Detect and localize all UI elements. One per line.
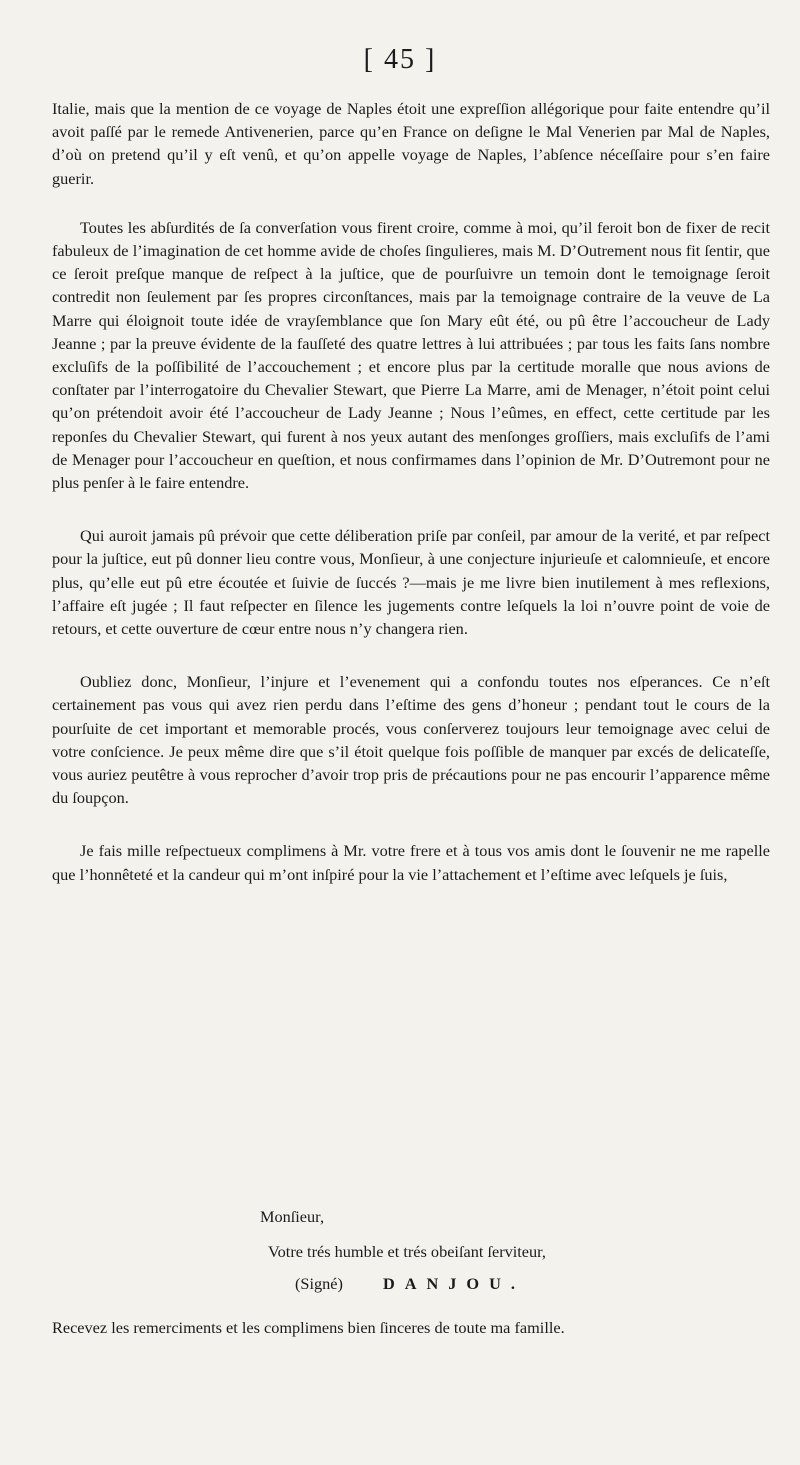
- signature-label: (Signé): [295, 1274, 343, 1293]
- paragraph-2: Toutes les abſurdités de ſa converſation vous firent croire, comme à moi, qu’il feroit bon de fixer de recit fabuleux de l’imagination de cet homme avide de choſes ſingulieres, mais M. D’Outrement nous fit ſentir, que ce ſeroit preſque manque de reſpect à la juſtice, que de pourſuivre un temoin dont le temoignage ſeroit contredit non ſeulement par ſes propres circonſtances, mais par la temoignage contraire de la veuve de La Marre qui éloignoit toute idée de vrayſemblance que ſon Mary eût été, ou pû être l’accoucheur de Lady Jeanne ; par la preuve évidente de la fauſſeté des quatre lettres à lui attribuées ; par tous les faits ſans nombre excluſifs de la poſſibilité de l’accouchement ; et encore plus par la certitude moralle que nous avions de conſtater par l’interrogatoire du Chevalier Stewart, que Pierre La Marre, ami de Menager, n’étoit point celui qu’on prétendoit avoir été l’accoucheur de Lady Jeanne ; Nous l’eûmes, en effect, cette certitude par les reponſes du Chevalier Stewart, qui furent à nos yeux autant des menſonges groſſiers, mais excluſifs de l’ami de Menager pour l’accoucheur en queſtion, et nous confirmames dans l’opinion de Mr. D’Outremont pour ne plus penſer à le faire entendre.: [52, 217, 770, 493]
- paragraph-4: Oubliez donc, Monſieur, l’injure et l’evenement qui a confondu toutes nos eſperances. Ce n’eſt certainement pas vous qui avez rien perdu dans l’eſtime des gens d’honeur ; pendant tout le cours de la pourſuite de cet important et memorable procés, vous conſerverez toujours leur temoignage avec celui de votre conſcience. Je peux même dire que s’il étoit quelque fois poſſible de manquer par excés de delicateſſe, vous auriez peutêtre à vous reprocher d’avoir trop pris de précautions pour ne pas encourir l’apparence même du ſoupçon.: [52, 672, 770, 808]
- signature: [295, 1272, 525, 1295]
- paragraph-1: Italie, mais que la mention de ce voyage de Naples étoit une expreſſion allégorique pour faite entendre qu’il avoit paſſé par le remede Antivenerien, parce qu’en France on deſigne le Mal Venerien par Mal de Naples, d’où on pretend qu’il y eſt venû, et qu’on appelle voyage de Naples, l’abſence néceſſaire pour s’en faire guerir.: [52, 99, 770, 188]
- letter-body: [52, 97, 770, 916]
- paragraph-3: Qui auroit jamais pû prévoir que cette déliberation priſe par conſeil, par amour de la verité, et par reſpect pour la juſtice, eut pû donner lieu contre vous, Monſieur, à une conjecture injurieuſe et calomnieuſe, et encore plus, qu’elle eut pû etre écoutée et ſuivie de ſuccés ?—mais je me livre bien inutilement à mes reflexions, l’affaire eſt jugée ; Il faut reſpecter en ſilence les jugements contre leſquels la loi n’ouvre point de voie de retours, et cette ouverture de cœur entre nous n’y changera rien.: [52, 526, 770, 639]
- postscript: Recevez les remerciments et les complimens bien ſinceres de toute ma famille.: [52, 1318, 565, 1337]
- salutation: Monſieur,: [260, 1207, 325, 1226]
- paragraph-5: Je fais mille reſpectueux complimens à Mr. votre frere et à tous vos amis dont le ſouvenir ne me rapelle que l’honnêteté et la candeur qui m’ont inſpiré pour la vie l’attachement et l’eſtime avec leſquels je ſuis,: [52, 841, 770, 884]
- valediction: Votre trés humble et trés obeiſant ſerviteur,: [268, 1242, 547, 1261]
- signature-name: DANJOU.: [383, 1274, 525, 1293]
- page-number: [ 45 ]: [363, 44, 437, 75]
